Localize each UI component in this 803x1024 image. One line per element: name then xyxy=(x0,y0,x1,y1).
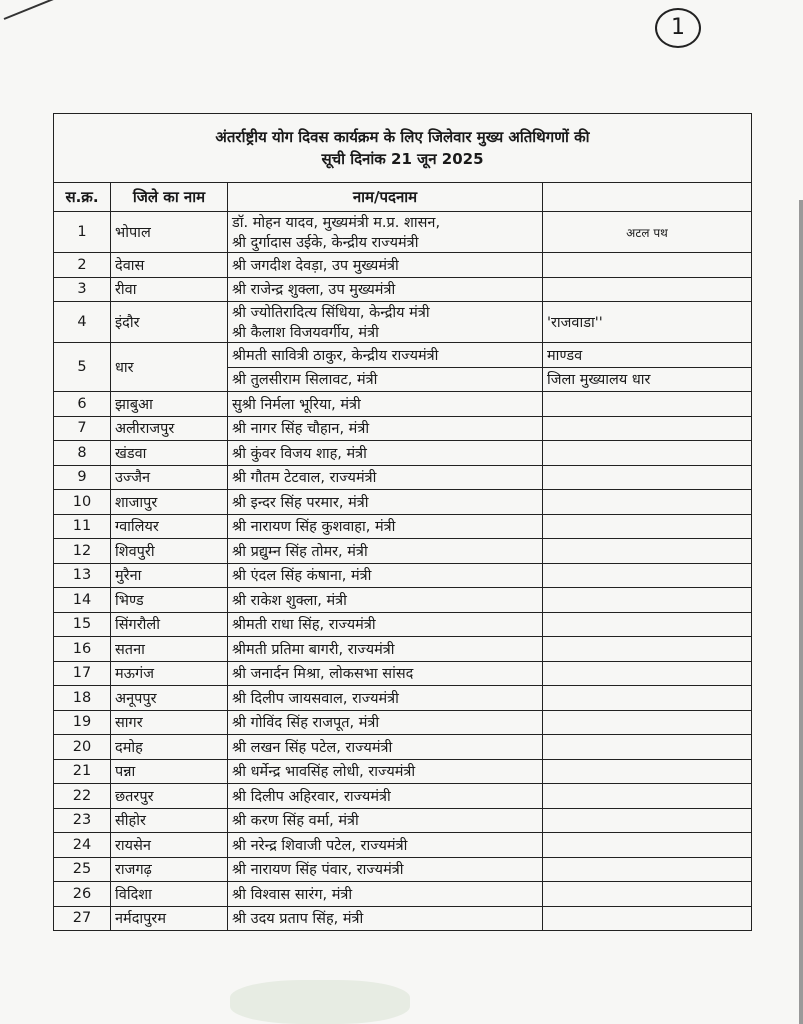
guest-name: श्री धर्मेन्द्र भावसिंह लोधी, राज्यमंत्री xyxy=(232,764,416,781)
row-sno: 5 xyxy=(54,343,111,392)
row-sno: 8 xyxy=(54,441,111,466)
background-blur xyxy=(230,980,410,1024)
row-sno: 22 xyxy=(54,784,111,809)
row-remarks xyxy=(543,441,752,466)
guest-name: श्री राजेन्द्र शुक्ला, उप मुख्यमंत्री xyxy=(232,282,396,299)
row-remarks xyxy=(543,710,752,735)
row-remarks xyxy=(543,588,752,613)
row-district: छतरपुर xyxy=(111,784,228,809)
table-row xyxy=(54,882,752,907)
row-name xyxy=(228,612,543,637)
row-sno: 2 xyxy=(54,253,111,278)
guest-name: श्रीमती प्रतिमा बागरी, राज्यमंत्री xyxy=(232,641,395,658)
row-name xyxy=(228,808,543,833)
row-remarks: 'राजवाडा'' xyxy=(543,302,752,343)
guest-name: श्री दिलीप जायसवाल, राज्यमंत्री xyxy=(232,690,399,707)
guest-name: श्री दिलीप अहिरवार, राज्यमंत्री xyxy=(232,788,391,805)
row-sno: 1 xyxy=(54,212,111,253)
row-sno: 3 xyxy=(54,277,111,302)
row-sno: 13 xyxy=(54,563,111,588)
guest-name: श्री इन्दर सिंह परमार, मंत्री xyxy=(232,494,369,511)
row-remarks xyxy=(543,833,752,858)
row-name xyxy=(228,906,543,931)
table-row xyxy=(54,253,752,278)
row-name xyxy=(228,563,543,588)
row-district: पन्ना xyxy=(111,759,228,784)
table-row xyxy=(54,833,752,858)
row-district: धार xyxy=(111,343,228,392)
row-sno: 14 xyxy=(54,588,111,613)
row-name xyxy=(228,212,543,253)
row-name xyxy=(228,490,543,515)
row-remarks xyxy=(543,686,752,711)
guest-name: श्री नरेन्द्र शिवाजी पटेल, राज्यमंत्री xyxy=(232,837,408,854)
guest-name: श्री उदय प्रताप सिंह, मंत्री xyxy=(232,911,364,928)
row-sno: 18 xyxy=(54,686,111,711)
row-district: शिवपुरी xyxy=(111,539,228,564)
row-sno: 21 xyxy=(54,759,111,784)
table-row xyxy=(54,784,752,809)
table-row xyxy=(54,416,752,441)
row-remarks xyxy=(543,490,752,515)
table-row xyxy=(54,857,752,882)
row-sno: 19 xyxy=(54,710,111,735)
row-name xyxy=(228,514,543,539)
row-name xyxy=(228,416,543,441)
row-district: विदिशा xyxy=(111,882,228,907)
row-remarks xyxy=(543,612,752,637)
guest-name: श्री करण सिंह वर्मा, मंत्री xyxy=(232,813,359,830)
row-sno: 26 xyxy=(54,882,111,907)
table-row xyxy=(54,514,752,539)
table-row xyxy=(54,906,752,931)
guest-name: श्री जनार्दन मिश्रा, लोकसभा सांसद xyxy=(232,666,414,683)
row-name xyxy=(228,465,543,490)
row-name xyxy=(228,637,543,662)
row-remarks xyxy=(543,392,752,417)
row-district: मऊगंज xyxy=(111,661,228,686)
guest-name: डॉ. मोहन यादव, मुख्यमंत्री म.प्र. शासन, xyxy=(232,215,441,231)
guest-name: श्री गोविंद सिंह राजपूत, मंत्री xyxy=(232,715,380,732)
row-district: अनूपपुर xyxy=(111,686,228,711)
row-remarks xyxy=(543,416,752,441)
row-district: सिंगरौली xyxy=(111,612,228,637)
row-remarks xyxy=(543,808,752,833)
row-sno: 7 xyxy=(54,416,111,441)
row-district: मुरैना xyxy=(111,563,228,588)
guest-name: सुश्री निर्मला भूरिया, मंत्री xyxy=(232,396,361,413)
header-row xyxy=(54,183,752,212)
row-sno: 11 xyxy=(54,514,111,539)
row-name xyxy=(228,710,543,735)
row-sno: 4 xyxy=(54,302,111,343)
pen-mark xyxy=(4,0,59,20)
row-district: भोपाल xyxy=(111,212,228,253)
row-name xyxy=(228,441,543,466)
row-remarks xyxy=(543,539,752,564)
row-remarks xyxy=(543,784,752,809)
guest-name: श्री विश्वास सारंग, मंत्री xyxy=(232,886,353,903)
row-name xyxy=(228,784,543,809)
row-district: उज्जैन xyxy=(111,465,228,490)
row-sno: 15 xyxy=(54,612,111,637)
row-name xyxy=(228,661,543,686)
row-sno: 17 xyxy=(54,661,111,686)
row-remarks xyxy=(543,637,752,662)
row-remarks xyxy=(543,253,752,278)
table-row xyxy=(54,490,752,515)
row-district: इंदौर xyxy=(111,302,228,343)
table-row xyxy=(54,563,752,588)
row-district: सागर xyxy=(111,710,228,735)
row-district: देवास xyxy=(111,253,228,278)
row-sno: 12 xyxy=(54,539,111,564)
row-remarks xyxy=(543,759,752,784)
row-district: ग्वालियर xyxy=(111,514,228,539)
guest-name: श्री एंदल सिंह कंषाना, मंत्री xyxy=(232,568,372,585)
header-name: नाम/पदनाम xyxy=(228,183,543,212)
row-name xyxy=(228,882,543,907)
row-name xyxy=(228,833,543,858)
table-row xyxy=(54,612,752,637)
row-name xyxy=(228,735,543,760)
row-district: अलीराजपुर xyxy=(111,416,228,441)
guest-name: श्री दुर्गादास उईके, केन्द्रीय राज्यमंत्री xyxy=(232,235,419,251)
table-row xyxy=(54,343,752,368)
table-row xyxy=(54,661,752,686)
page-number: 1 xyxy=(655,8,701,48)
guest-name: श्री लखन सिंह पटेल, राज्यमंत्री xyxy=(232,739,393,756)
guest-name: श्री प्रद्युम्न सिंह तोमर, मंत्री xyxy=(232,543,368,560)
row-name xyxy=(228,686,543,711)
row-sno: 20 xyxy=(54,735,111,760)
table-row xyxy=(54,392,752,417)
table-row xyxy=(54,539,752,564)
header-sno: स.क्र. xyxy=(54,183,111,212)
table-row xyxy=(54,302,752,343)
row-district: सीहोर xyxy=(111,808,228,833)
row-name xyxy=(228,277,543,302)
row-sno: 27 xyxy=(54,906,111,931)
table-row xyxy=(54,277,752,302)
table-row xyxy=(54,808,752,833)
row-sno: 23 xyxy=(54,808,111,833)
row-remarks: माण्डव xyxy=(543,343,752,368)
row-sno: 9 xyxy=(54,465,111,490)
row-district: रायसेन xyxy=(111,833,228,858)
table-row xyxy=(54,637,752,662)
row-name xyxy=(228,588,543,613)
row-district: दमोह xyxy=(111,735,228,760)
guest-name: श्री कुंवर विजय शाह, मंत्री xyxy=(232,445,367,462)
table-row xyxy=(54,686,752,711)
row-name xyxy=(228,302,543,343)
row-name xyxy=(228,759,543,784)
row-remarks xyxy=(543,514,752,539)
row-remarks xyxy=(543,465,752,490)
row-remarks: अटल पथ xyxy=(543,212,752,253)
row-sno: 16 xyxy=(54,637,111,662)
table-row xyxy=(54,588,752,613)
table-row xyxy=(54,212,752,253)
row-remarks xyxy=(543,882,752,907)
guest-name: श्री नारायण सिंह कुशवाहा, मंत्री xyxy=(232,519,396,536)
table-row xyxy=(54,759,752,784)
header-district: जिले का नाम xyxy=(111,183,228,212)
row-district: रीवा xyxy=(111,277,228,302)
row-remarks xyxy=(543,661,752,686)
guest-name: श्रीमती राधा सिंह, राज्यमंत्री xyxy=(232,617,376,634)
guest-name: श्री राकेश शुक्ला, मंत्री xyxy=(232,592,347,609)
row-name xyxy=(228,539,543,564)
row-remarks xyxy=(543,857,752,882)
row-sno: 10 xyxy=(54,490,111,515)
row-sno: 6 xyxy=(54,392,111,417)
row-remarks xyxy=(543,277,752,302)
row-remarks xyxy=(543,563,752,588)
guest-name: श्री कैलाश विजयवर्गीय, मंत्री xyxy=(232,325,379,341)
guest-name: श्री गौतम टेटवाल, राज्यमंत्री xyxy=(232,470,377,487)
row-remarks xyxy=(543,906,752,931)
header-remarks xyxy=(543,183,752,212)
row-name xyxy=(228,253,543,278)
table-row xyxy=(54,465,752,490)
row-district: भिण्ड xyxy=(111,588,228,613)
document-title xyxy=(54,114,752,183)
row-district: झाबुआ xyxy=(111,392,228,417)
row-district: राजगढ़ xyxy=(111,857,228,882)
guest-list-table xyxy=(53,113,752,931)
guest-name: श्री जगदीश देवड़ा, उप मुख्यमंत्री xyxy=(232,257,399,274)
row-remarks xyxy=(543,735,752,760)
row-sno: 24 xyxy=(54,833,111,858)
page-edge xyxy=(799,200,803,1024)
guest-name: श्री नारायण सिंह पंवार, राज्यमंत्री xyxy=(232,862,404,879)
row-district: नर्मदापुरम xyxy=(111,906,228,931)
table-row xyxy=(54,441,752,466)
row-name: श्रीमती सावित्री ठाकुर, केन्द्रीय राज्यमंत्री xyxy=(228,343,543,368)
row-district: शाजापुर xyxy=(111,490,228,515)
title-line-1: अंतर्राष्ट्रीय योग दिवस कार्यक्रम के लिए जिलेवार मुख्य अतिथिगणों की xyxy=(215,128,590,146)
row-name xyxy=(228,392,543,417)
row-district: खंडवा xyxy=(111,441,228,466)
row-district: सतना xyxy=(111,637,228,662)
row-name xyxy=(228,857,543,882)
title-line-2: सूची दिनांक 21 जून 2025 xyxy=(321,150,484,168)
row-name: श्री तुलसीराम सिलावट, मंत्री xyxy=(228,367,543,392)
row-remarks: जिला मुख्यालय धार xyxy=(543,367,752,392)
guest-name: श्री ज्योतिरादित्य सिंधिया, केन्द्रीय मंत्री xyxy=(232,305,430,321)
table-row xyxy=(54,710,752,735)
table-row xyxy=(54,735,752,760)
guest-name: श्री नागर सिंह चौहान, मंत्री xyxy=(232,421,370,438)
row-sno: 25 xyxy=(54,857,111,882)
